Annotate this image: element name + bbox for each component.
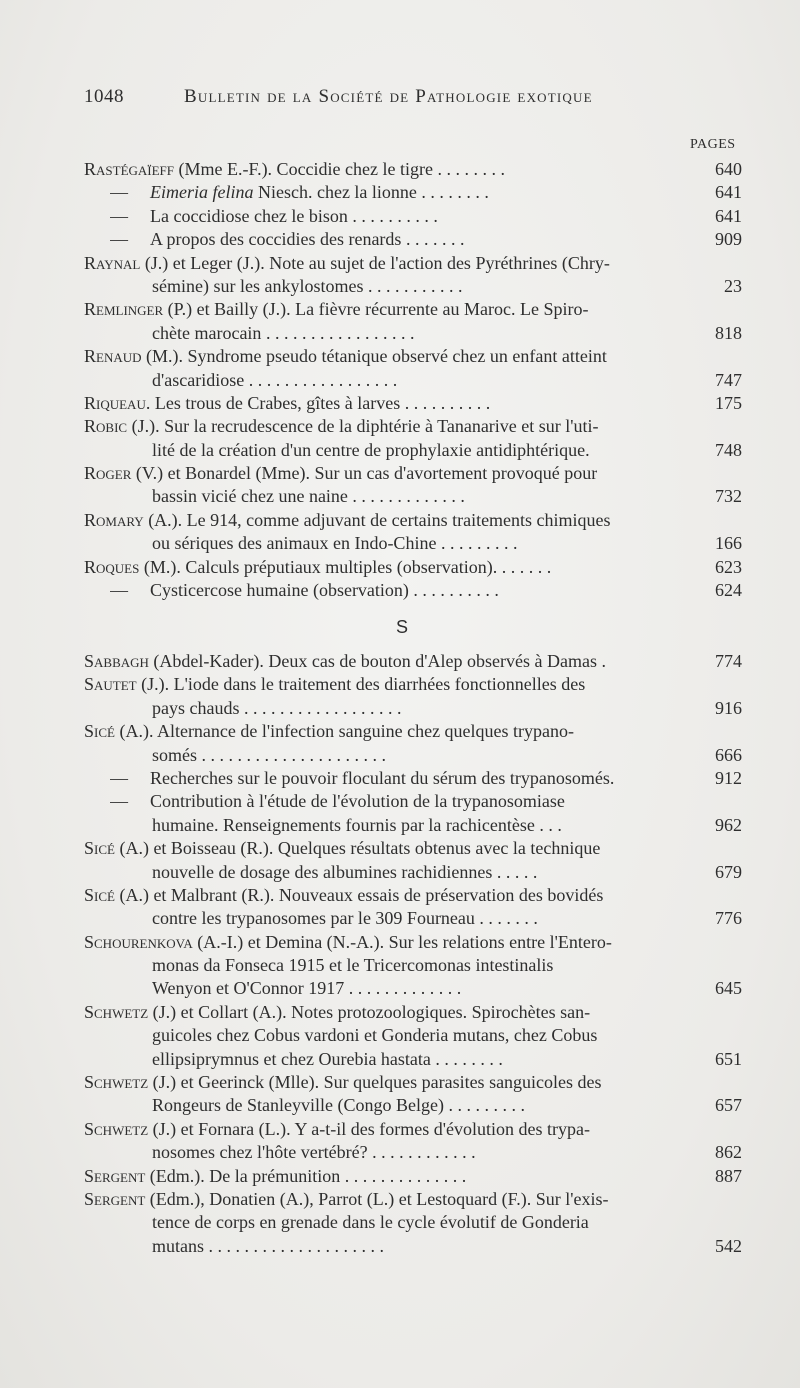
- index-entry: [0, 1141, 800, 1164]
- index-entry: [0, 650, 800, 673]
- index-entry: [0, 205, 800, 228]
- dot-leader: . . . . . . . . . . . . .: [344, 978, 462, 999]
- entry-text: (J.). Sur la recrudescence de la diphtérie à Tananarive et sur l'uti-: [127, 416, 599, 437]
- index-entry: [0, 556, 800, 579]
- dot-leader: . . . . . . . . . . .: [363, 275, 463, 296]
- entry-text: ellipsiprymnus et chez Ourebia hastata: [152, 1048, 431, 1069]
- page-reference: 657: [715, 1095, 742, 1116]
- page-reference: 679: [715, 861, 742, 882]
- entry-text: ou sériques des animaux en Indo-Chine: [152, 533, 437, 554]
- entry-text: (J.) et Fornara (L.). Y a-t-il des formes d'évolution des trypa-: [148, 1118, 590, 1139]
- dot-leader: . . .: [534, 814, 562, 835]
- index-entry: [0, 228, 800, 251]
- index-entry: [0, 814, 800, 837]
- index-entry: [0, 744, 800, 767]
- author-name: Sicé: [84, 721, 115, 742]
- entry-text: (J.). L'iode dans le traitement des diarrhées fonctionnelles des: [136, 674, 586, 695]
- author-name: Renaud: [84, 346, 142, 367]
- entry-text: Wenyon et O'Connor 1917: [152, 978, 345, 999]
- author-name: Sicé: [84, 838, 115, 859]
- index-entry: [0, 954, 800, 977]
- page-reference: 818: [715, 322, 742, 343]
- index-entry: [0, 1211, 800, 1234]
- dot-leader: . . . . .: [492, 861, 538, 882]
- page-reference: 641: [715, 182, 742, 203]
- dot-leader: . . . . . . . .: [430, 1048, 503, 1069]
- dot-leader: . . . . . . . . . . . . .: [347, 486, 465, 507]
- entry-text: d'ascaridiose: [152, 369, 245, 390]
- author-name: Rastégaïeff: [84, 159, 175, 179]
- page-reference: 732: [715, 486, 742, 507]
- index-entry: [0, 1001, 800, 1024]
- index-entry: [0, 181, 800, 204]
- dot-leader: . . . . . . . . .: [436, 533, 518, 554]
- author-name: Romary: [84, 509, 144, 530]
- index-entry: [0, 673, 800, 696]
- entry-text: (M.). Calculs préputiaux multiples (observation).: [139, 556, 498, 577]
- page-reference: 666: [715, 744, 742, 765]
- dot-leader: . . . . . . . . . .: [347, 205, 438, 226]
- index-entry: [0, 861, 800, 884]
- author-name: Riqueau: [84, 392, 146, 413]
- entry-text: (A.). Alternance de l'infection sanguine chez quelques trypano-: [114, 721, 575, 742]
- index-entry: [0, 837, 800, 860]
- entry-text: nouvelle de dosage des albumines rachidiennes: [152, 861, 493, 882]
- index-entry: [0, 509, 800, 532]
- page-reference: 887: [715, 1165, 742, 1186]
- entry-text: contre les trypanosomes par le 309 Fourneau: [152, 908, 475, 929]
- index-entry: [0, 392, 800, 415]
- page-reference: 776: [715, 908, 742, 929]
- ditto-dash: —: [110, 767, 128, 788]
- ditto-dash: —: [110, 791, 128, 812]
- entry-text: (Edm.), Donatien (A.), Parrot (L.) et Lestoquard (F.). Sur l'exis-: [145, 1188, 609, 1209]
- index-entry: [0, 931, 800, 954]
- index-entries-s: [0, 650, 800, 1258]
- entry-text: Contribution à l'étude de l'évolution de la trypanosomiase: [150, 791, 565, 812]
- author-name: Schwetz: [84, 1072, 149, 1093]
- index-entry: [0, 1071, 800, 1094]
- italic-taxon: Eimeria felina: [150, 182, 254, 203]
- index-entry: [0, 158, 800, 181]
- index-entry: [0, 462, 800, 485]
- page-reference: 747: [715, 369, 742, 390]
- entry-text: chète marocain: [152, 322, 262, 343]
- dot-leader: . . . . . . . . . . . .: [367, 1142, 476, 1163]
- page-number: 1048: [84, 86, 124, 107]
- page-reference: 916: [715, 697, 742, 718]
- index-entry: [0, 275, 800, 298]
- page-reference: 651: [715, 1048, 742, 1069]
- dot-leader: . . . . . . . . . . . . . .: [340, 1165, 467, 1186]
- page-reference: 175: [715, 392, 742, 413]
- author-name: Roques: [84, 556, 140, 577]
- index-entry: [0, 1094, 800, 1117]
- ditto-dash: —: [110, 229, 128, 250]
- ditto-dash: —: [110, 182, 128, 203]
- page-reference: 166: [715, 533, 742, 554]
- entry-text: Recherches sur le pouvoir floculant du sérum des trypanosomés.: [150, 767, 615, 788]
- index-entry: [0, 1165, 800, 1188]
- author-name: Sicé: [84, 884, 115, 905]
- page-reference: 23: [724, 275, 742, 296]
- author-name: Raynal: [84, 252, 141, 273]
- index-entry: [0, 1048, 800, 1071]
- entry-text: (A.). Le 914, comme adjuvant de certains traitements chimiques: [143, 509, 611, 530]
- page-reference: 748: [715, 439, 742, 460]
- entry-text: A propos des coccidies des renards: [150, 229, 402, 250]
- index-entry: [0, 697, 800, 720]
- page-reference: 641: [715, 205, 742, 226]
- entry-text: guicoles chez Cobus vardoni et Gonderia mutans, chez Cobus: [152, 1025, 598, 1046]
- ditto-dash: —: [110, 580, 128, 601]
- index-entry: [0, 415, 800, 438]
- entry-text: somés: [152, 744, 197, 765]
- index-entry: [0, 720, 800, 743]
- section-letter: S: [396, 617, 409, 637]
- index-entry: [0, 485, 800, 508]
- author-name: Sautet: [84, 674, 137, 695]
- dot-leader: . . . . . . . . . . . . . . . . .: [261, 322, 415, 343]
- dot-leader: . . . . . . .: [401, 229, 465, 250]
- index-entry: [0, 790, 800, 813]
- entry-text: La coccidiose chez le bison: [150, 205, 348, 226]
- dot-leader: . . . . . . . .: [416, 182, 489, 203]
- page-reference: 774: [715, 651, 742, 671]
- journal-title: Bulletin de la Société de Pathologie exotique: [184, 86, 593, 107]
- dot-leader: . . . . . . .: [474, 908, 538, 929]
- index-entry: [0, 298, 800, 321]
- dot-leader: . . . . . . . . .: [443, 1095, 525, 1116]
- entry-text: (A.-I.) et Demina (N.-A.). Sur les relations entre l'Entero-: [192, 931, 612, 952]
- entry-text: nosomes chez l'hôte vertébré?: [152, 1142, 368, 1163]
- entry-text: mutans: [152, 1235, 204, 1256]
- page-reference: 909: [715, 229, 742, 250]
- author-name: Robic: [84, 416, 128, 437]
- entry-text: (M.). Syndrome pseudo tétanique observé chez un enfant atteint: [141, 346, 607, 367]
- dot-leader: . . . . . . . . . . . . . . . . .: [244, 369, 398, 390]
- dot-leader: . . . . . . . .: [432, 159, 505, 179]
- entry-text: bassin vicié chez une naine: [152, 486, 348, 507]
- page-reference: 645: [715, 978, 742, 999]
- page-reference: 542: [715, 1235, 742, 1256]
- entry-text: (Edm.). De la prémunition: [145, 1165, 341, 1186]
- entry-text: (J.) et Geerinck (Mlle). Sur quelques parasites sanguicoles des: [148, 1072, 602, 1093]
- index-entry: [0, 439, 800, 462]
- index-entry: [0, 532, 800, 555]
- entry-text: monas da Fonseca 1915 et le Tricercomonas intestinalis: [152, 955, 554, 976]
- entry-text: (J.) et Leger (J.). Note au sujet de l'action des Pyréthrines (Chry-: [140, 252, 610, 273]
- index-entry: [0, 884, 800, 907]
- entry-text: humaine. Renseignements fournis par la rachicentèse: [152, 814, 535, 835]
- page-reference: 862: [715, 1142, 742, 1163]
- entry-text: sémine) sur les ankylostomes: [152, 275, 364, 296]
- author-name: Roger: [84, 463, 132, 484]
- dot-leader: . . . . . . . . . .: [408, 580, 499, 601]
- entry-text: Cysticercose humaine (observation): [150, 580, 409, 601]
- entry-text: (P.) et Bailly (J.). La fièvre récurrente au Maroc. Le Spiro-: [163, 299, 589, 320]
- pages-column-label: PAGES: [690, 137, 736, 152]
- index-entry: [0, 1118, 800, 1141]
- entry-text: (J.) et Collart (A.). Notes protozoologiques. Spirochètes san-: [148, 1001, 591, 1022]
- index-entry: [0, 1188, 800, 1211]
- dot-leader: . . . . . . . . . . . . . . . . . . . . .: [197, 744, 386, 765]
- author-name: Sergent: [84, 1165, 146, 1186]
- entry-text: (A.) et Malbrant (R.). Nouveaux essais de préservation des bovidés: [114, 884, 604, 905]
- dot-leader: . . . . . .: [497, 556, 552, 577]
- author-name: Schwetz: [84, 1118, 149, 1139]
- dot-leader: . . . . . . . . . . . . . . . . . . . .: [204, 1235, 384, 1256]
- entry-text: tence de corps en grenade dans le cycle évolutif de Gonderia: [152, 1212, 589, 1233]
- author-name: Sabbagh: [84, 651, 149, 671]
- index-entries-r: [0, 158, 800, 602]
- entry-text: Niesch. chez la lionne: [253, 182, 417, 203]
- page-reference: 624: [715, 580, 742, 601]
- entry-text: Rongeurs de Stanleyville (Congo Belge): [152, 1095, 444, 1116]
- entry-text: . Les trous de Crabes, gîtes à larves: [145, 392, 401, 413]
- index-entry: [0, 322, 800, 345]
- author-name: Schourenkova: [84, 931, 193, 952]
- page-reference: 962: [715, 814, 742, 835]
- index-entry: [0, 252, 800, 275]
- page-reference: 912: [715, 767, 742, 788]
- index-entry: [0, 345, 800, 368]
- index-entry: [0, 1235, 800, 1258]
- ditto-dash: —: [110, 205, 128, 226]
- page-reference: 640: [715, 159, 742, 179]
- author-name: Sergent: [84, 1188, 146, 1209]
- page-reference: 623: [715, 556, 742, 577]
- dot-leader: . . . . . . . . . .: [400, 392, 491, 413]
- index-entry: [0, 907, 800, 930]
- index-entry: [0, 1024, 800, 1047]
- entry-text: (Mme E.-F.). Coccidie chez le tigre: [174, 159, 433, 179]
- index-entry: [0, 369, 800, 392]
- index-entry: [0, 767, 800, 790]
- index-entry: [0, 579, 800, 602]
- dot-leader: . . . . . . . . . . . . . . . . . .: [239, 697, 402, 718]
- entry-text: (Abdel-Kader). Deux cas de bouton d'Alep observés à Damas .: [148, 651, 606, 671]
- author-name: Remlinger: [84, 299, 164, 320]
- entry-text: (A.) et Boisseau (R.). Quelques résultats obtenus avec la technique: [114, 838, 601, 859]
- entry-text: lité de la création d'un centre de prophylaxie antidiphtérique.: [152, 439, 590, 460]
- entry-text: pays chauds: [152, 697, 240, 718]
- index-entry: [0, 977, 800, 1000]
- entry-text: (V.) et Bonardel (Mme). Sur un cas d'avortement provoqué pour: [131, 463, 598, 484]
- author-name: Schwetz: [84, 1001, 149, 1022]
